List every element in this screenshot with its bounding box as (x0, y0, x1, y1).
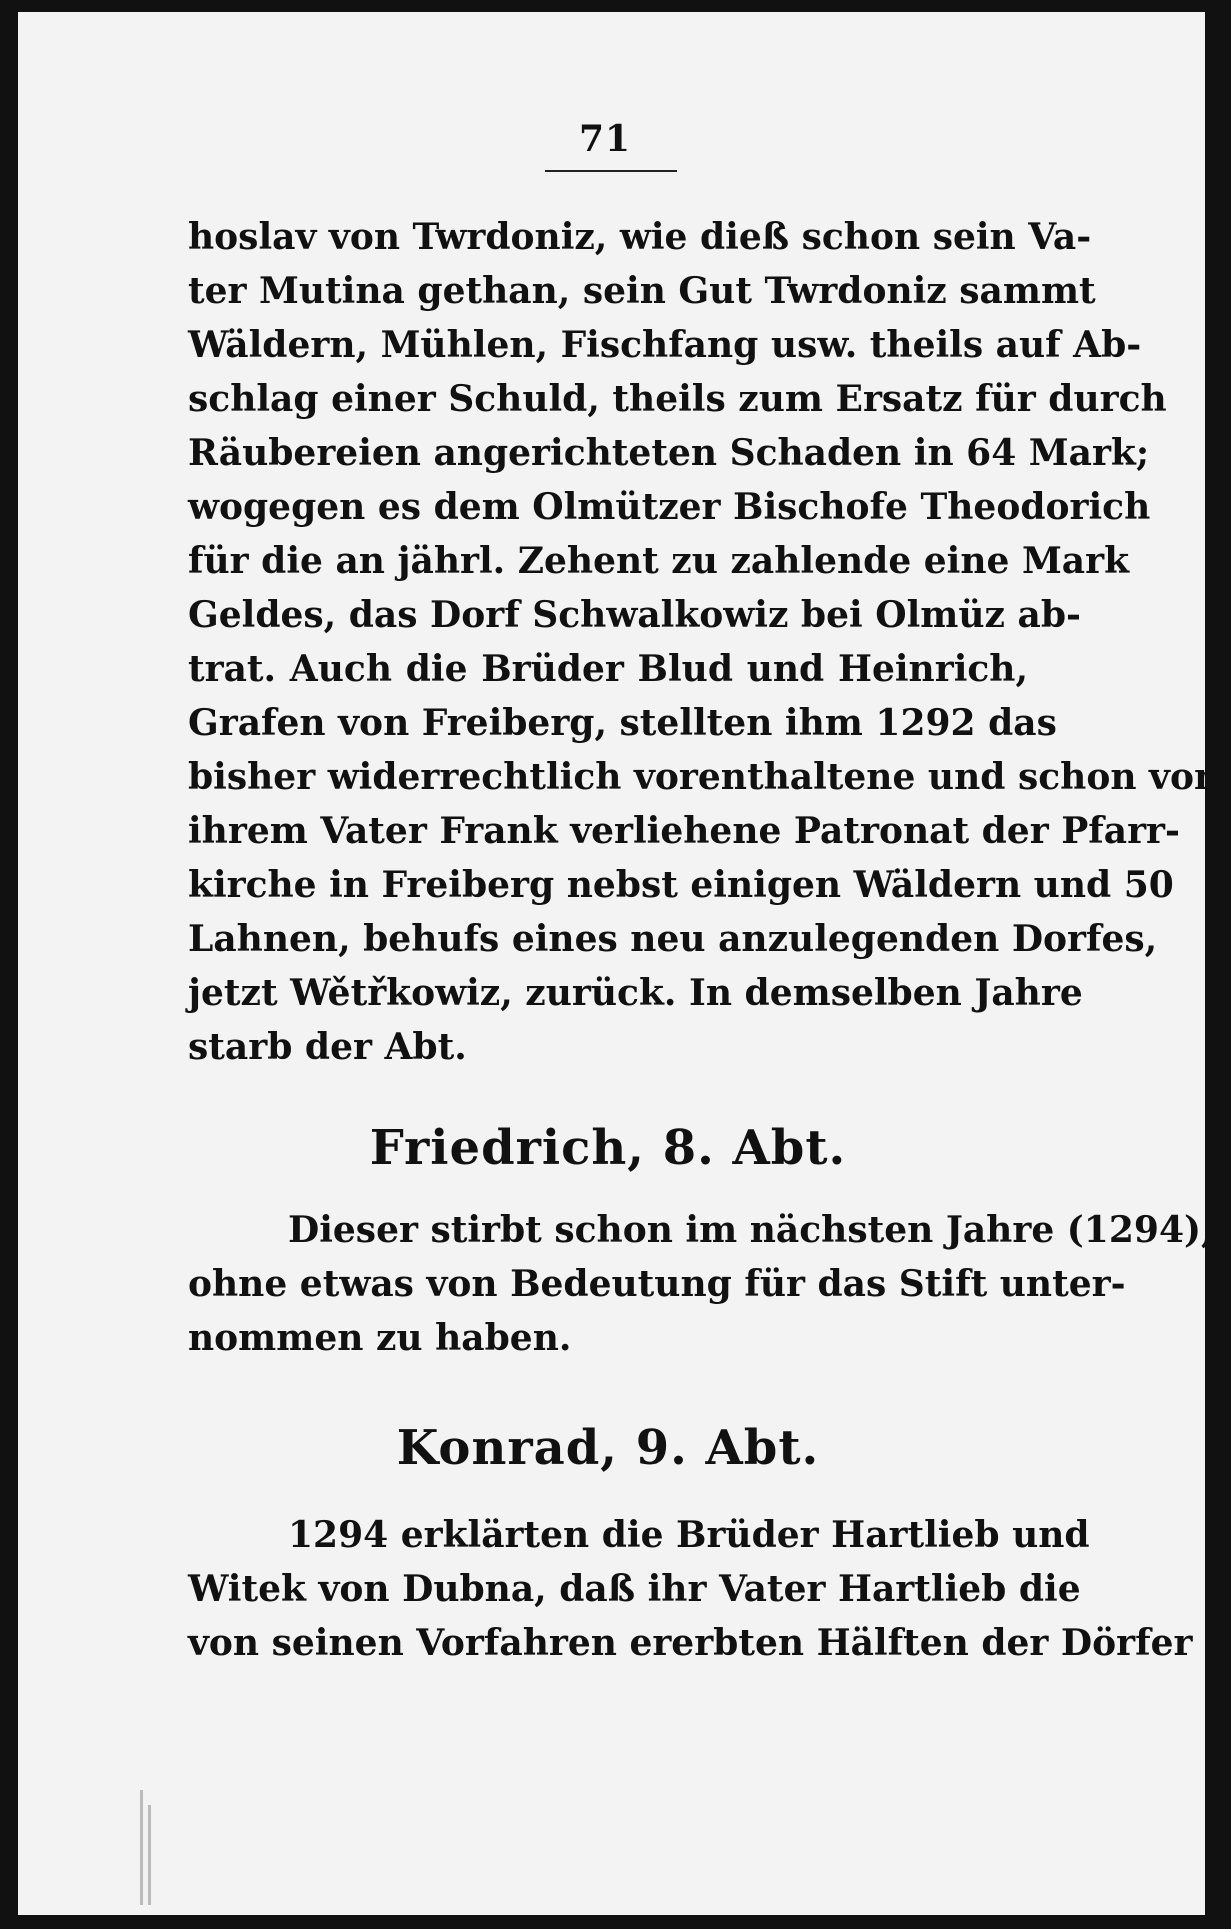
text-line: ter Mutina gethan, sein Gut Twrdoniz sammt (188, 270, 1096, 312)
text-line: Lahnen, behufs eines neu anzulegenden Dorfes, (188, 918, 1158, 960)
text-line: ihrem Vater Frank verliehene Patronat der Pfarr- (188, 810, 1180, 852)
text-line: hoslav von Twrdoniz, wie dieß schon sein Va- (188, 216, 1092, 258)
section-heading-friedrich: Friedrich, 8. Abt. (369, 1120, 847, 1176)
paragraph-1 (188, 210, 1221, 1074)
page-number: 71 (578, 118, 632, 160)
section-heading-konrad: Konrad, 9. Abt. (396, 1420, 820, 1476)
text-line: Dieser stirbt schon im nächsten Jahre (1294), (288, 1209, 1214, 1251)
text-line: jetzt Wětřkowiz, zurück. In demselben Jahre (188, 972, 1083, 1014)
text-line: 1294 erklärten die Brüder Hartlieb und (288, 1514, 1090, 1556)
page-number-rule (545, 170, 677, 172)
text-line: trat. Auch die Brüder Blud und Heinrich, (188, 648, 1028, 690)
gutter-line (148, 1805, 151, 1905)
text-line: von seinen Vorfahren ererbten Hälften der Dörfer (188, 1622, 1193, 1664)
text-line: starb der Abt. (188, 1026, 467, 1068)
text-line: wogegen es dem Olmützer Bischofe Theodorich (188, 486, 1151, 528)
paragraph-2 (188, 1203, 1214, 1365)
text-line: Grafen von Freiberg, stellten ihm 1292 das (188, 702, 1057, 744)
text-line: schlag einer Schuld, theils zum Ersatz für durch (188, 378, 1167, 420)
text-line: bisher widerrechtlich vorenthaltene und schon von (188, 756, 1221, 798)
gutter-line (140, 1790, 143, 1905)
text-line: nommen zu haben. (188, 1317, 572, 1359)
text-line: für die an jährl. Zehent zu zahlende eine Mark (188, 540, 1130, 582)
paragraph-3 (188, 1508, 1193, 1670)
text-line: kirche in Freiberg nebst einigen Wäldern und 50 (188, 864, 1174, 906)
text-line: Räubereien angerichteten Schaden in 64 Mark; (188, 432, 1150, 474)
text-line: ohne etwas von Bedeutung für das Stift unter- (188, 1263, 1126, 1305)
text-line: Witek von Dubna, daß ihr Vater Hartlieb die (188, 1568, 1081, 1610)
text-line: Wäldern, Mühlen, Fischfang usw. theils auf Ab- (188, 324, 1142, 366)
text-line: Geldes, das Dorf Schwalkowiz bei Olmüz ab- (188, 594, 1081, 636)
